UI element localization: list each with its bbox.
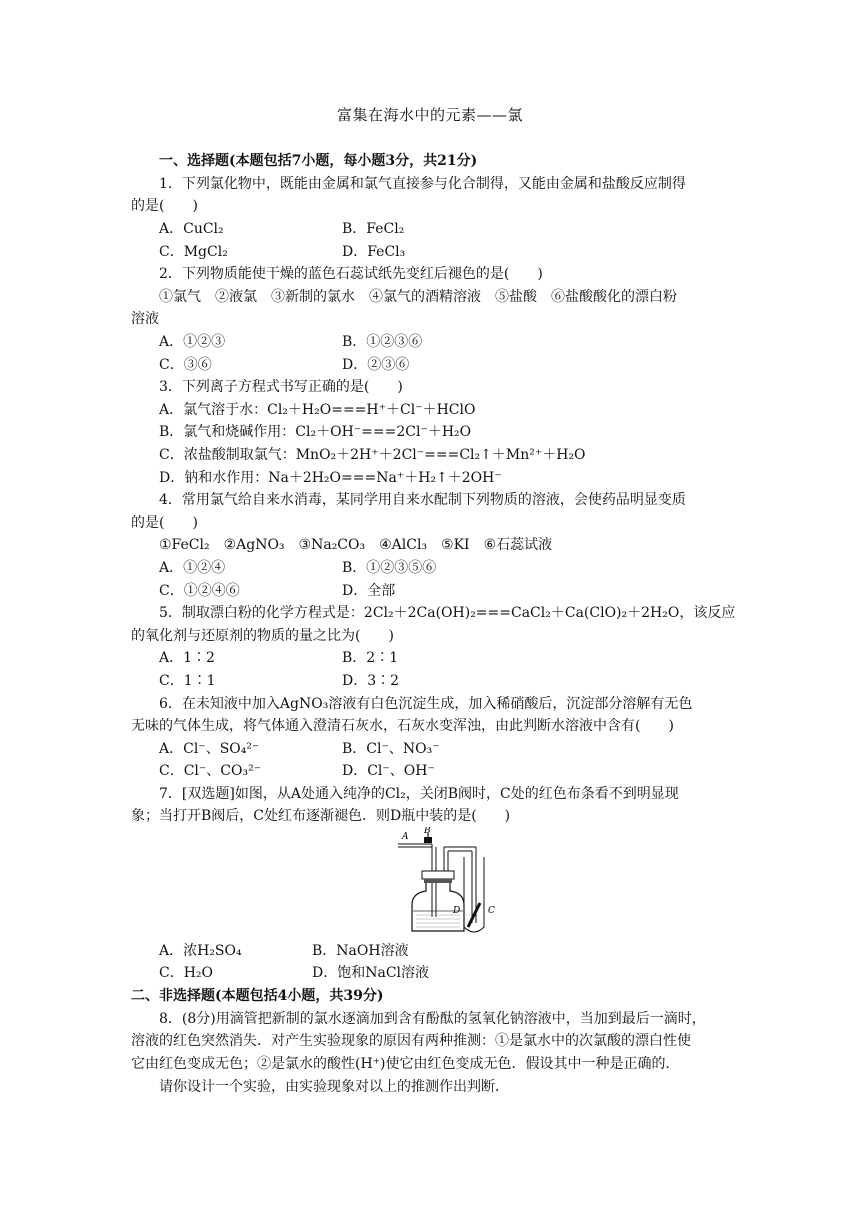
q7-option-d: D．饱和NaCl溶液 xyxy=(312,965,430,981)
label-a: A xyxy=(402,832,409,842)
q8-paragraph-line1: 8．(8分)用滴管把新制的氯水逐滴加到含有酚酞的氢氧化钠溶液中，当加到最后一滴时， xyxy=(159,1011,706,1027)
q2-list: ①氯气 ②液氯 ③新制的氯水 ④氯气的酒精溶液 ⑤盐酸 ⑥盐酸酸化的漂白粉 xyxy=(159,289,677,305)
q7-stem: 7．[双选题]如图，从A处通入纯净的Cl₂，关闭B阀时，C处的红色布条看不到明显现 xyxy=(159,786,679,802)
q3-option-b: B．氯气和烧碱作用：Cl₂＋OH⁻===2Cl⁻＋H₂O xyxy=(159,424,472,440)
gas-washing-apparatus-figure xyxy=(396,827,516,937)
q8-paragraph-line3: 它由红色变成无色；②是氯水的酸性(H⁺)使它由红色变成无色．假设其中一种是正确的． xyxy=(131,1056,680,1072)
q2-option-c: C．③⑥ xyxy=(159,357,212,373)
label-b: B xyxy=(424,827,431,836)
q8-instruction: 请你设计一个实验，由实验现象对以上的推测作出判断． xyxy=(159,1079,509,1095)
q7-option-c: C．H₂O xyxy=(159,965,214,981)
q3-option-a: A．氯气溶于水：Cl₂＋H₂O===H⁺＋Cl⁻＋HClO xyxy=(159,402,476,418)
q7-option-b: B．NaOH溶液 xyxy=(312,943,409,959)
q1-stem: 1．下列氯化物中，既能由金属和氯气直接参与化合制得，又能由金属和盐酸反应制得 xyxy=(159,176,686,192)
q4-option-c: C．①②④⑥ xyxy=(159,583,240,599)
q1-option-a: A．CuCl₂ xyxy=(159,221,224,237)
q3-option-d: D．钠和水作用：Na＋2H₂O===Na⁺＋H₂↑＋2OH⁻ xyxy=(159,470,502,486)
q3-option-c: C．浓盐酸制取氯气：MnO₂＋2H⁺＋2Cl⁻===Cl₂↑＋Mn²⁺＋H₂O xyxy=(159,447,586,463)
q6-stem: 6．在未知液中加入AgNO₃溶液有白色沉淀生成，加入稀硝酸后，沉淀部分溶解有无色 xyxy=(159,696,693,712)
q6-stem-cont: 无味的气体生成，将气体通入澄清石灰水，石灰水变浑浊，由此判断水溶液中含有( ) xyxy=(131,718,674,734)
section2-heading: 二、非选择题(本题包括4小题，共39分) xyxy=(131,988,384,1004)
q5-option-c: C．1∶1 xyxy=(159,673,216,689)
q2-option-d: D．②③⑥ xyxy=(342,357,410,373)
q4-option-b: B．①②③⑤⑥ xyxy=(342,560,437,576)
section1-heading: 一、选择题(本题包括7小题，每小题3分，共21分) xyxy=(159,153,478,169)
q7-stem-cont: 象；当打开B阀后，C处红布逐渐褪色．则D瓶中装的是( ) xyxy=(131,808,511,824)
q8-paragraph-line2: 溶液的红色突然消失．对产生实验现象的原因有两种推测：①是氯水中的次氯酸的漂白性使 xyxy=(131,1033,691,1049)
q4-stem: 4．常用氯气给自来水消毒，某同学用自来水配制下列物质的溶液，会使药品明显变质 xyxy=(159,492,686,508)
q7-option-a: A．浓H₂SO₄ xyxy=(159,943,242,959)
q1-stem-cont: 的是( ) xyxy=(131,198,198,214)
q1-option-b: B．FeCl₂ xyxy=(342,221,405,237)
q2-list-cont: 溶液 xyxy=(131,311,159,327)
q5-option-d: D．3∶2 xyxy=(342,673,400,689)
q5-option-b: B．2∶1 xyxy=(342,650,399,666)
q1-option-c: C．MgCl₂ xyxy=(159,244,228,260)
page-title: 富集在海水中的元素——氯 xyxy=(336,106,523,124)
q6-option-a: A．Cl⁻、SO₄²⁻ xyxy=(159,741,260,757)
q2-option-a: A．①②③ xyxy=(159,334,226,350)
q4-stem-cont: 的是( ) xyxy=(131,515,198,531)
q5-option-a: A．1∶2 xyxy=(159,650,215,666)
q4-list: ①FeCl₂ ②AgNO₃ ③Na₂CO₃ ④AlCl₃ ⑤KI ⑥石蕊试液 xyxy=(159,537,553,553)
q1-option-d: D．FeCl₃ xyxy=(342,244,406,260)
label-c: C xyxy=(488,906,495,916)
q2-option-b: B．①②③⑥ xyxy=(342,334,423,350)
q6-option-b: B．Cl⁻、NO₃⁻ xyxy=(342,741,440,757)
q6-option-c: C．Cl⁻、CO₃²⁻ xyxy=(159,763,262,779)
label-d: D xyxy=(453,906,461,916)
q4-option-a: A．①②④ xyxy=(159,560,226,576)
q4-option-d: D．全部 xyxy=(342,583,396,599)
q6-option-d: D．Cl⁻、OH⁻ xyxy=(342,763,435,779)
q5-stem-cont: 的氧化剂与还原剂的物质的量之比为( ) xyxy=(131,628,394,644)
q3-stem: 3．下列离子方程式书写正确的是( ) xyxy=(159,379,403,395)
q5-stem: 5．制取漂白粉的化学方程式是：2Cl₂＋2Ca(OH)₂===CaCl₂＋Ca(ClO)₂＋2H₂O，该反应 xyxy=(159,605,736,621)
q2-stem: 2．下列物质能使干燥的蓝色石蕊试纸先变红后褪色的是( ) xyxy=(159,266,543,282)
